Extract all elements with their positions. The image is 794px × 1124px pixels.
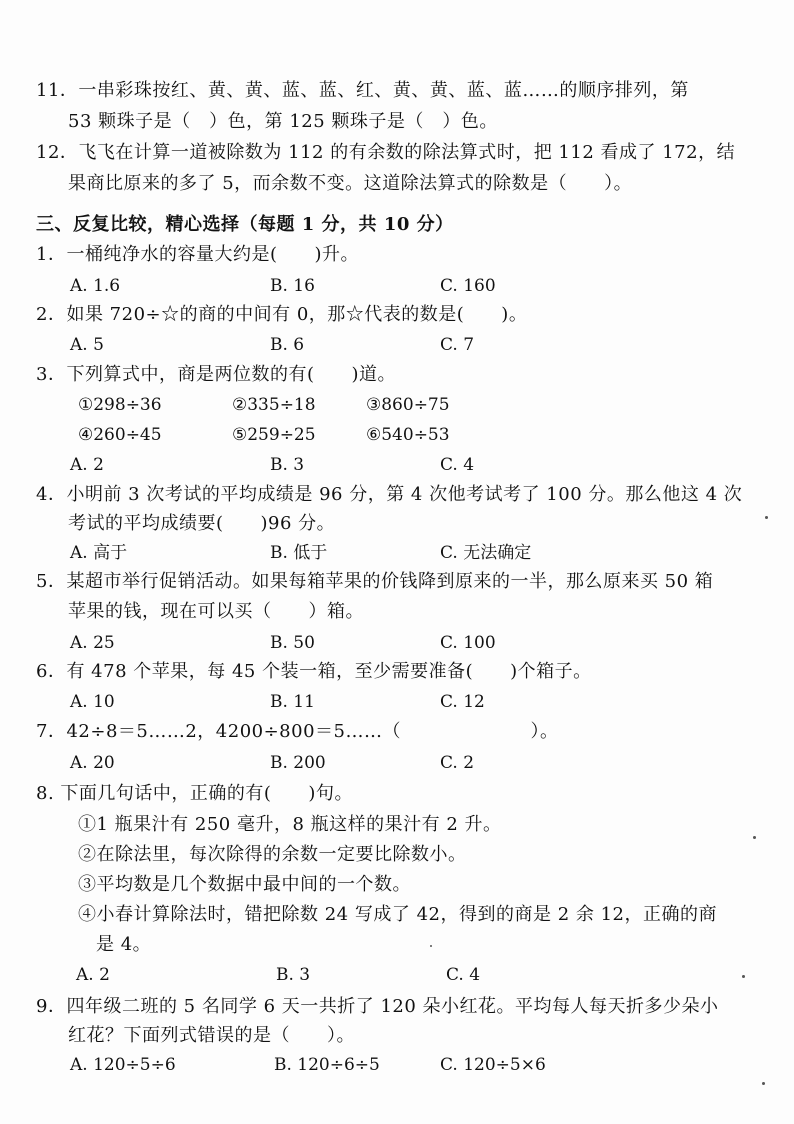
- q9-line1: 9．四年级二班的 5 名同学 6 天一共折了 120 朵小红花。平均每人每天折多少朵小: [36, 996, 719, 1017]
- q2-option-a: A. 5: [70, 335, 104, 355]
- scan-speck: [430, 945, 432, 947]
- q5-option-c: C. 100: [440, 633, 496, 653]
- q2-option-c: C. 7: [440, 335, 475, 355]
- q8-option-b: B. 3: [276, 965, 311, 985]
- q7-option-b: B. 200: [270, 753, 326, 773]
- q6-option-a: A. 10: [70, 692, 115, 712]
- q4-option-a: A. 高于: [70, 543, 128, 563]
- scan-speck: [762, 1082, 765, 1085]
- q4-option-b: B. 低于: [270, 543, 328, 563]
- q8-option-a: A. 2: [76, 965, 110, 985]
- q3-expr-6: ⑥540÷53: [366, 425, 450, 445]
- q6-option-c: C. 12: [440, 692, 485, 712]
- q1-option-b: B. 16: [270, 276, 315, 296]
- q3-option-c: C. 4: [440, 455, 475, 475]
- q2-text: 2．如果 720÷☆的商的中间有 0，那☆代表的数是( )。: [36, 304, 528, 325]
- q8-statement-4-line1: ④小春计算除法时，错把除数 24 写成了 42，得到的商是 2 余 12，正确的商: [78, 904, 717, 925]
- q4-option-c: C. 无法确定: [440, 543, 532, 563]
- section-title: 三、反复比较，精心选择（每题 1 分，共 10 分）: [36, 214, 454, 235]
- q2-option-b: B. 6: [270, 335, 305, 355]
- q9-option-c: C. 120÷5×6: [440, 1055, 546, 1075]
- q7-option-c: C. 2: [440, 753, 475, 773]
- scan-speck: [753, 836, 756, 839]
- q3-text: 3．下列算式中，商是两位数的有( )道。: [36, 364, 396, 385]
- q1-option-a: A. 1.6: [70, 276, 121, 296]
- q1-option-c: C. 160: [440, 276, 496, 296]
- q6-option-b: B. 11: [270, 692, 315, 712]
- q9-option-a: A. 120÷5÷6: [70, 1055, 176, 1075]
- q8-option-c: C. 4: [446, 965, 481, 985]
- q8-statement-1: ①1 瓶果汁有 250 毫升，8 瓶这样的果汁有 2 升。: [78, 814, 502, 835]
- q4-line1: 4．小明前 3 次考试的平均成绩是 96 分，第 4 次他考试考了 100 分。那么他这 4 次: [36, 484, 743, 505]
- q5-line1: 5．某超市举行促销活动。如果每箱苹果的价钱降到原来的一半，那么原来买 50 箱: [36, 571, 714, 592]
- q4-line2: 考试的平均成绩要( )96 分。: [68, 513, 336, 534]
- q8-statement-4-line2: 是 4。: [96, 934, 152, 955]
- q5-line2: 苹果的钱，现在可以买（ ）箱。: [68, 601, 364, 622]
- q3-expr-5: ⑤259÷25: [232, 425, 316, 445]
- q7-option-a: A. 20: [70, 753, 115, 773]
- scan-speck: [742, 975, 745, 978]
- q12-line1: 12．飞飞在计算一道被除数为 112 的有余数的除法算式时，把 112 看成了 172，结: [36, 142, 736, 163]
- q12-line2: 果商比原来的多了 5，而余数不变。这道除法算式的除数是（ ）。: [68, 173, 633, 194]
- q9-line2: 红花？下面列式错误的是（ ）。: [68, 1025, 355, 1046]
- q7-text: 7．42÷8＝5……2，4200÷800＝5……（ ）。: [36, 721, 559, 742]
- q9-option-b: B. 120÷6÷5: [274, 1055, 380, 1075]
- q8-text: 8. 下面几句话中，正确的有( )句。: [36, 783, 353, 804]
- q11-line2: 53 颗珠子是（ ）色，第 125 颗珠子是（ ）色。: [68, 111, 498, 132]
- scan-speck: [765, 516, 768, 519]
- q3-expr-1: ①298÷36: [78, 395, 162, 415]
- q5-option-a: A. 25: [70, 633, 115, 653]
- q8-statement-2: ②在除法里，每次除得的余数一定要比除数小。: [78, 844, 467, 865]
- q3-option-b: B. 3: [270, 455, 305, 475]
- q3-expr-4: ④260÷45: [78, 425, 162, 445]
- q1-text: 1．一桶纯净水的容量大约是( )升。: [36, 244, 359, 265]
- q11-line1: 11．一串彩珠按红、黄、黄、蓝、蓝、红、黄、黄、蓝、蓝……的顺序排列，第: [36, 80, 689, 101]
- q3-option-a: A. 2: [70, 455, 104, 475]
- q3-expr-3: ③860÷75: [366, 395, 450, 415]
- q6-text: 6．有 478 个苹果，每 45 个装一箱，至少需要准备( )个箱子。: [36, 661, 592, 682]
- q5-option-b: B. 50: [270, 633, 315, 653]
- q3-expr-2: ②335÷18: [232, 395, 316, 415]
- q8-statement-3: ③平均数是几个数据中最中间的一个数。: [78, 874, 411, 895]
